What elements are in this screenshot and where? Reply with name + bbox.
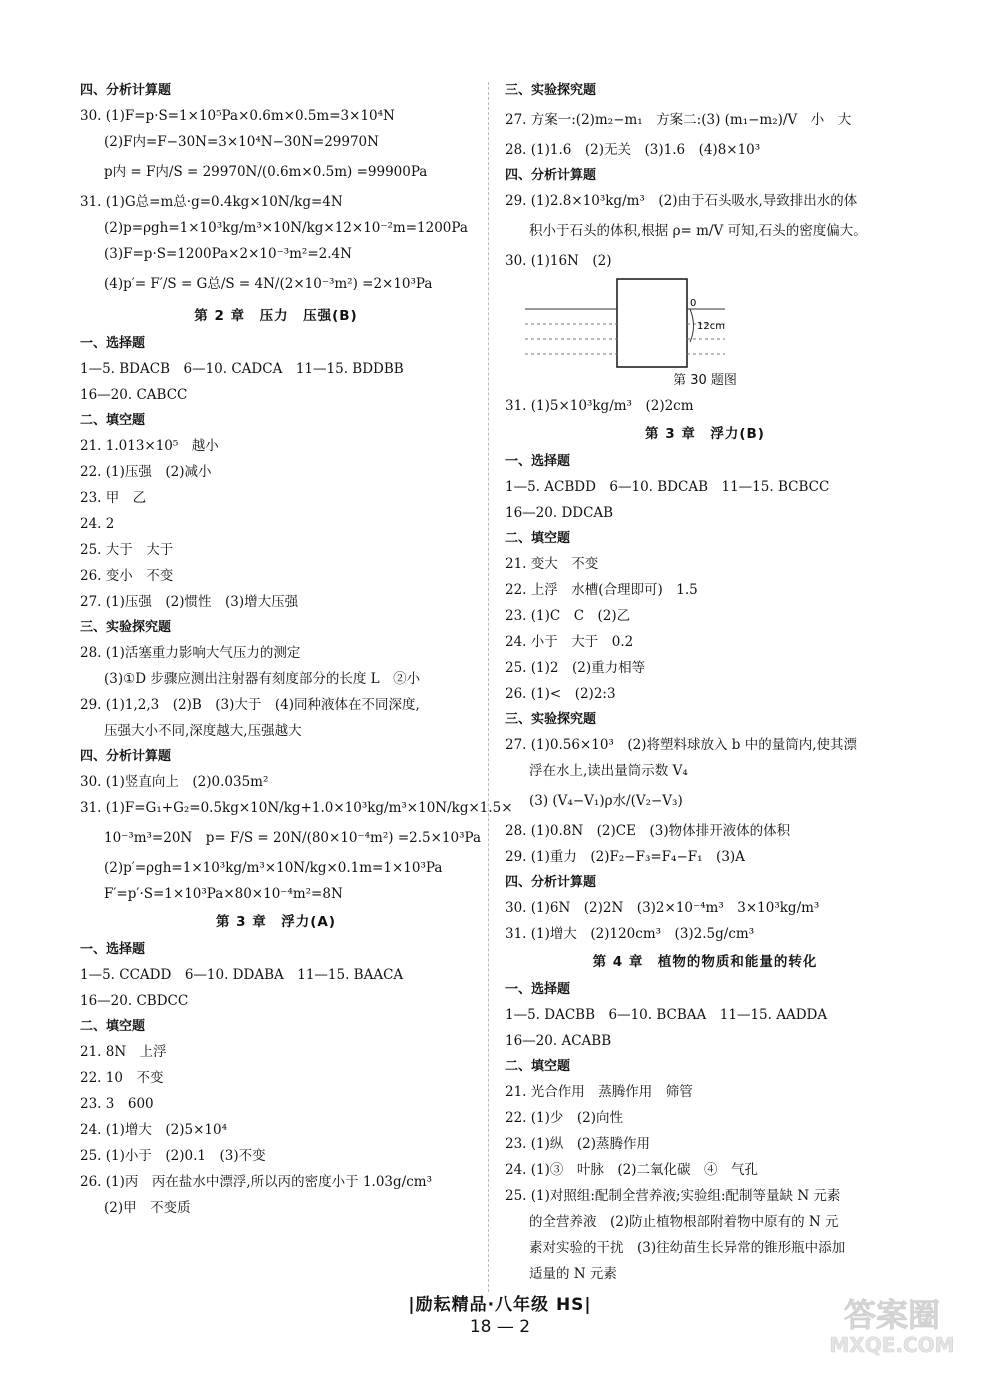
- answer-line: 的全营养液 (2)防止植物根部附着物中原有的 N 元: [529, 1214, 839, 1230]
- answer-line: 21. 8N 上浮: [80, 1044, 167, 1060]
- answer-line: 素对实验的干扰 (3)往幼苗生长异常的锥形瓶中添加: [529, 1240, 846, 1256]
- section-heading: 二、填空题: [80, 413, 146, 428]
- answer-line: 25. (1)对照组:配制全营养液;实验组:配制等量缺 N 元素: [505, 1188, 841, 1204]
- answer-line: (2)甲 不变质: [104, 1200, 191, 1216]
- section-heading: 三、实验探究题: [505, 712, 597, 727]
- answer-line: 25. 大于 大于: [80, 542, 174, 558]
- section-heading: 四、分析计算题: [80, 749, 172, 764]
- section-heading: 一、选择题: [80, 336, 146, 351]
- answer-line: 24. 2: [80, 516, 115, 532]
- answer-line: (4)p′= F′/S = G总/S = 4N/(2×10⁻³m²) =2×10³Pa: [104, 276, 433, 292]
- answer-line: 29. (1)2.8×10³kg/m³ (2)由于石头吸水,导致排出水的体: [505, 193, 858, 209]
- answer-line: 28. (1)1.6 (2)无关 (3)1.6 (4)8×10³: [505, 142, 761, 158]
- answer-line: 22. 10 不变: [80, 1070, 164, 1086]
- watermark-text-bottom: MXQE.COM: [829, 1333, 955, 1357]
- answer-line: 29. (1)1,2,3 (2)B (3)大于 (4)同种液体在不同深度,: [80, 697, 420, 713]
- answer-line: 25. (1)小于 (2)0.1 (3)不变: [80, 1148, 266, 1164]
- answer-line: 26. (1)< (2)2:3: [505, 686, 616, 702]
- answer-line: (2)p′=ρgh=1×10³kg/m³×10N/kg×0.1m=1×10³Pa: [104, 860, 443, 876]
- section-heading: 三、实验探究题: [505, 83, 597, 98]
- page-number: 18 — 2: [469, 1317, 531, 1337]
- answer-line: 21. 1.013×10⁵ 越小: [80, 438, 219, 454]
- figure-caption: 第 30 题图: [673, 373, 737, 388]
- answer-line: F′=p′·S=1×10³Pa×80×10⁻⁴m²=8N: [104, 886, 343, 902]
- chapter-title: 第 3 章 浮力(A): [215, 914, 337, 930]
- answer-line: 22. (1)少 (2)向性: [505, 1110, 624, 1126]
- answer-line: 23. (1)C C (2)乙: [505, 608, 631, 624]
- answer-line: (2)F内=F−30N=3×10⁴N−30N=29970N: [104, 134, 379, 150]
- section-heading: 二、填空题: [505, 531, 571, 546]
- figure-30: [525, 274, 905, 369]
- answer-line: 27. 方案一:(2)m₂−m₁ 方案二:(3) (m₁−m₂)/V 小 大: [505, 112, 852, 128]
- answer-line: 16—20. CABCC: [80, 387, 188, 403]
- answer-line: 31. (1)5×10³kg/m³ (2)2cm: [505, 398, 694, 414]
- section-heading: 三、实验探究题: [80, 620, 172, 635]
- section-heading: 二、填空题: [505, 1059, 571, 1074]
- answer-line: 1—5. ACBDD 6—10. BDCAB 11—15. BCBCC: [505, 479, 830, 495]
- section-heading: 四、分析计算题: [80, 83, 172, 98]
- answer-line: 24. (1)增大 (2)5×10⁴: [80, 1122, 227, 1138]
- section-heading: 四、分析计算题: [505, 168, 597, 183]
- answer-line: 31. (1)G总=m总·g=0.4kg×10N/kg=4N: [80, 194, 343, 210]
- figure-label-zero: 0: [690, 298, 697, 309]
- answer-line: 28. (1)活塞重力影响大气压力的测定: [80, 645, 301, 661]
- answer-line: 29. (1)重力 (2)F₂−F₃=F₄−F₁ (3)A: [505, 849, 745, 865]
- answer-line: 30. (1)F=p·S=1×10⁵Pa×0.6m×0.5m=3×10⁴N: [80, 108, 395, 124]
- answer-line: 30. (1)6N (2)2N (3)2×10⁻⁴m³ 3×10³kg/m³: [505, 900, 820, 916]
- section-heading: 四、分析计算题: [505, 875, 597, 890]
- answer-line: 28. (1)0.8N (2)CE (3)物体排开液体的体积: [505, 823, 791, 839]
- answer-line: 16—20. ACABB: [505, 1033, 612, 1049]
- watermark-logo: [802, 1290, 982, 1358]
- footer-brand: |励耘精品·八年级 HS|: [408, 1295, 592, 1315]
- answer-line: 30. (1)竖直向上 (2)0.035m²: [80, 774, 269, 790]
- answer-line: 31. (1)F=G₁+G₂=0.5kg×10N/kg+1.0×10³kg/m³×10N/kg×1.5×: [80, 800, 513, 816]
- answer-line: 适量的 N 元素: [529, 1266, 617, 1282]
- chapter-title: 第 4 章 植物的物质和能量的转化: [592, 954, 818, 970]
- answer-line: 27. (1)压强 (2)惯性 (3)增大压强: [80, 594, 299, 610]
- answer-line: (3)①D 步骤应测出注射器有刻度部分的长度 L ②小: [104, 671, 421, 687]
- answer-line: 26. 变小 不变: [80, 568, 174, 584]
- answer-line: 23. 3 600: [80, 1096, 154, 1112]
- answer-line: 27. (1)0.56×10³ (2)将塑料球放入 b 中的量筒内,使其漂: [505, 737, 857, 753]
- column-divider: [488, 82, 489, 1292]
- answer-line: 压强大小不同,深度越大,压强越大: [104, 723, 302, 739]
- answer-line: 23. 甲 乙: [80, 490, 147, 506]
- answer-line: 31. (1)增大 (2)120cm³ (3)2.5g/cm³: [505, 926, 755, 942]
- chapter-title: 第 2 章 压力 压强(B): [194, 308, 358, 324]
- section-heading: 二、填空题: [80, 1019, 146, 1034]
- answer-line: 26. (1)丙 丙在盐水中漂浮,所以丙的密度小于 1.03g/cm³: [80, 1174, 432, 1190]
- answer-line: 浮在水上,读出量筒示数 V₄: [529, 763, 688, 779]
- answer-line: 积小于石头的体积,根据 ρ= m/V 可知,石头的密度偏大。: [529, 223, 867, 239]
- watermark-text-top: 答案圈: [843, 1296, 941, 1334]
- section-heading: 一、选择题: [505, 982, 571, 997]
- left-column: [80, 78, 513, 1221]
- answer-line: 1—5. CCADD 6—10. DDABA 11—15. BAACA: [80, 967, 404, 983]
- answer-line: 10⁻³m³=20N p= F/S = 20N/(80×10⁻⁴m²) =2.5×10³Pa: [104, 830, 482, 846]
- right-column: [505, 78, 905, 1287]
- answer-line: 16—20. DDCAB: [505, 505, 614, 521]
- answer-line: 21. 变大 不变: [505, 556, 599, 572]
- answer-line: 21. 光合作用 蒸腾作用 筛管: [505, 1084, 693, 1100]
- figure-label-length: 12cm: [697, 321, 725, 332]
- answer-line: 1—5. DACBB 6—10. BCBAA 11—15. AADDA: [505, 1007, 828, 1023]
- answer-line: (3)F=p·S=1200Pa×2×10⁻³m²=2.4N: [104, 246, 352, 262]
- answer-line: 24. (1)③ 叶脉 (2)二氧化碳 ④ 气孔: [505, 1162, 759, 1178]
- section-heading: 一、选择题: [505, 454, 571, 469]
- answer-line: (2)p=ρgh=1×10³kg/m³×10N/kg×12×10⁻²m=1200Pa: [104, 220, 468, 236]
- answer-line: 30. (1)16N (2): [505, 253, 612, 269]
- answer-line: 22. (1)压强 (2)减小: [80, 464, 212, 480]
- answer-line: 16—20. CBDCC: [80, 993, 189, 1009]
- figure-30-diagram: [525, 274, 825, 369]
- section-heading: 一、选择题: [80, 942, 146, 957]
- chapter-title: 第 3 章 浮力(B): [645, 426, 765, 442]
- answer-line: 25. (1)2 (2)重力相等: [505, 660, 646, 676]
- answer-line: 1—5. BDACB 6—10. CADCA 11—15. BDDBB: [80, 361, 404, 377]
- answer-line: (3) (V₄−V₁)ρ水/(V₂−V₃): [529, 793, 683, 809]
- answer-line: p内 = F内/S = 29970N/(0.6m×0.5m) =99900Pa: [104, 164, 428, 180]
- answer-line: 22. 上浮 水槽(合理即可) 1.5: [505, 582, 698, 598]
- answer-line: 23. (1)纵 (2)蒸腾作用: [505, 1136, 651, 1152]
- answer-line: 24. 小于 大于 0.2: [505, 634, 634, 650]
